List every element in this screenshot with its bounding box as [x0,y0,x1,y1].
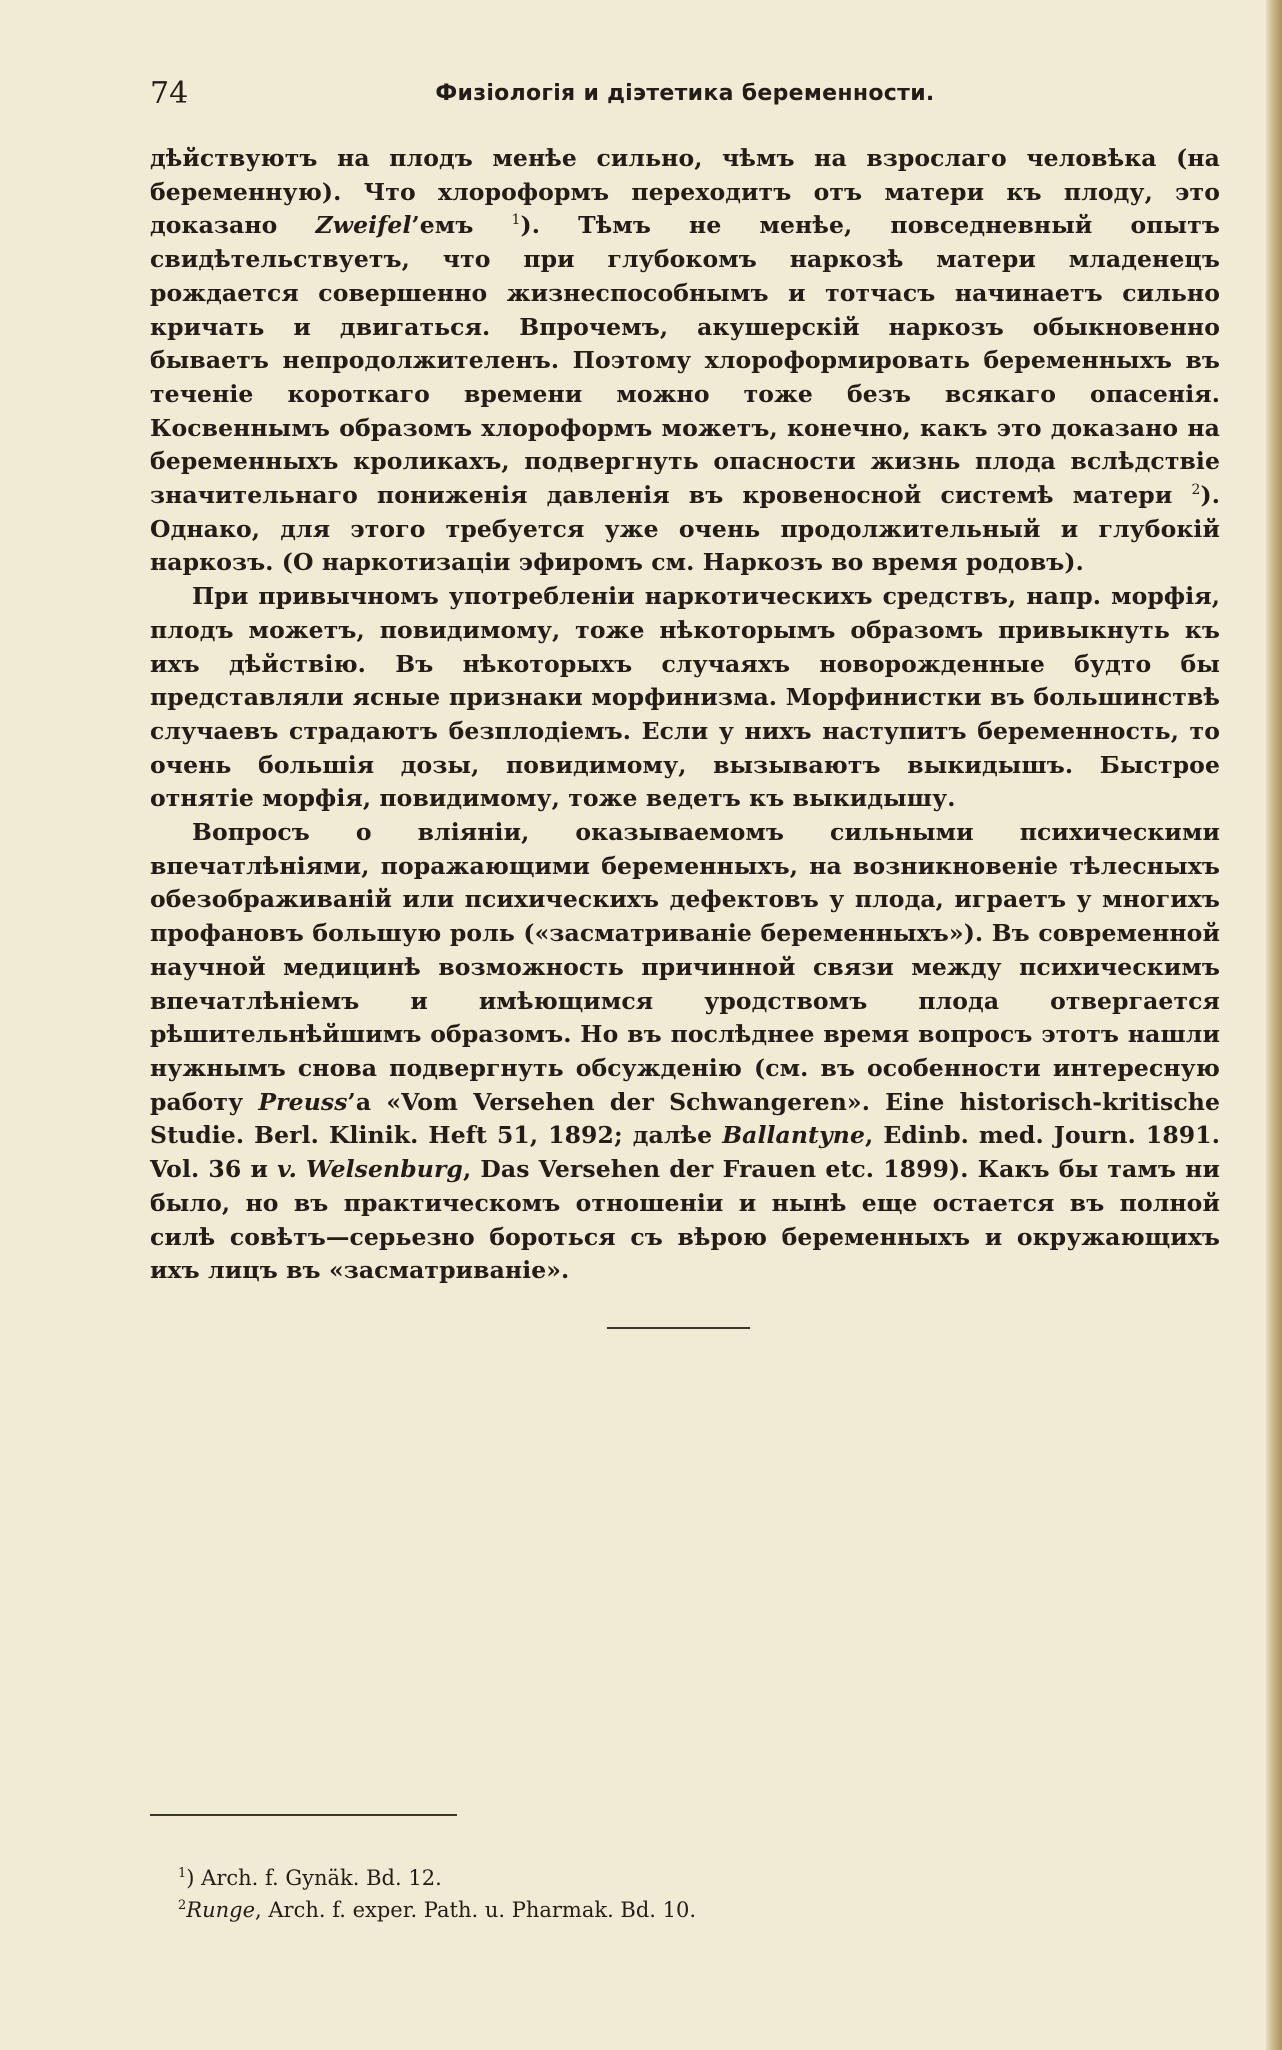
page-header [150,74,1220,114]
text-segment: ’а «Vom Versehen der Schwangeren». Eine historisch-kritische Studie. Berl. Klinik. Heft 51, 1892; далѣе [150,1087,1221,1150]
paragraph [150,142,1220,580]
footnote [178,1894,1178,1926]
paragraph: При привычномъ употребленіи наркотическихъ средствъ, напр. морфія, плодъ можетъ, повидимому, тоже нѣкоторымъ образомъ привыкнуть къ ихъ дѣйствію. Въ нѣкоторыхъ случаяхъ новорожденные будто бы представляли ясные признаки морфинизма. Морфинистки въ большинствѣ случаевъ страдаютъ безплодіемъ. Если у нихъ наступитъ беременность, то очень большія дозы, повидимому, вызываютъ выкидышъ. Быстрое отнятіе морфія, повидимому, тоже ведетъ къ выкидышу. [150,582,1220,813]
footnotes [178,1862,1178,1926]
author-name: Zweifel [315,211,412,240]
footnote [178,1862,1178,1894]
footnote-reference[interactable]: 2 [1191,482,1201,499]
body-text [150,142,1220,1288]
footnote-separator [150,1814,457,1816]
footnote-text: ) Arch. f. Gynäk. Bd. 12. [186,1866,442,1890]
text-segment: Вопросъ о вліяніи, оказываемомъ сильными психическими впечатлѣніями, поражающими беременныхъ, на возникновеніе тѣлесныхъ обезображиваній или психическихъ дефектовъ у плода, играетъ у многихъ профановъ большую роль («засматриваніе беременныхъ»). Въ современной научной медицинѣ возможность причинной связи между психическимъ впечатлѣніемъ и имѣющимся уродствомъ плода отвергается рѣшительнѣйшимъ образомъ. Но въ послѣднее время вопросъ этотъ нашли нужнымъ снова подвергнуть обсужденію (см. въ особенности интересную работу [150,818,1220,1116]
author-name: Ballantyne [722,1121,866,1150]
text-segment: ). Однако, для этого требуется уже очень продолжительный и глубокій наркозъ. (О наркотизаціи эфиромъ см. Наркозъ во время родовъ). [150,481,1220,577]
paragraph [150,816,1220,1288]
text-segment: дѣйствуютъ на плодъ менѣе сильно, чѣмъ на взрослаго человѣка (на беременную). Что хлороформъ переходитъ отъ матери къ плоду, это доказано [150,144,1220,240]
author-name: Runge [186,1898,256,1922]
text-segment: , Das Versehen der Frauen etc. 1899). Какъ бы тамъ ни было, но въ практическомъ отношеніи и нынѣ еще остается въ полной силѣ совѣтъ—серьезно бороться съ вѣрою беременныхъ и окружающихъ ихъ лицъ въ «засматриваніе». [150,1155,1220,1285]
page-number: 74 [150,76,189,111]
author-name: Preuss [258,1087,348,1116]
text-segment: , Edinb. med. Journ. 1891. Vol. 36 и [150,1121,1220,1184]
text-segment: ’емъ [411,211,512,240]
running-title: Физіологія и діэтетика беременности. [435,81,935,106]
footnote-mark: 2 [178,1898,187,1913]
footnote-text: , Arch. f. exper. Path. u. Pharmak. Bd. 10. [255,1898,697,1922]
section-end-rule [607,1327,750,1329]
page-edge-shadow [1266,0,1282,2050]
author-name: v. Welsenburg [277,1155,463,1184]
footnote-mark: 1 [178,1866,187,1881]
text-segment: ). Тѣмъ не менѣе, повседневный опытъ свидѣтельствуетъ, что при глубокомъ наркозѣ матери младенецъ рождается совершенно жизнеспособнымъ и тотчасъ начинаетъ сильно кричать и двигаться. Впрочемъ, акушерскій наркозъ обыкновенно бываетъ непродолжителенъ. Поэтому хлороформировать беременныхъ въ теченіе короткаго времени можно тоже безъ всякаго опасенія. Косвеннымъ образомъ хлороформъ можетъ, конечно, какъ это доказано на беременныхъ кроликахъ, подвергнуть опасности жизнь плода вслѣдствіе значительнаго пониженія давленія въ кровеносной системѣ матери [150,211,1220,510]
footnote-reference[interactable]: 1 [511,212,521,229]
